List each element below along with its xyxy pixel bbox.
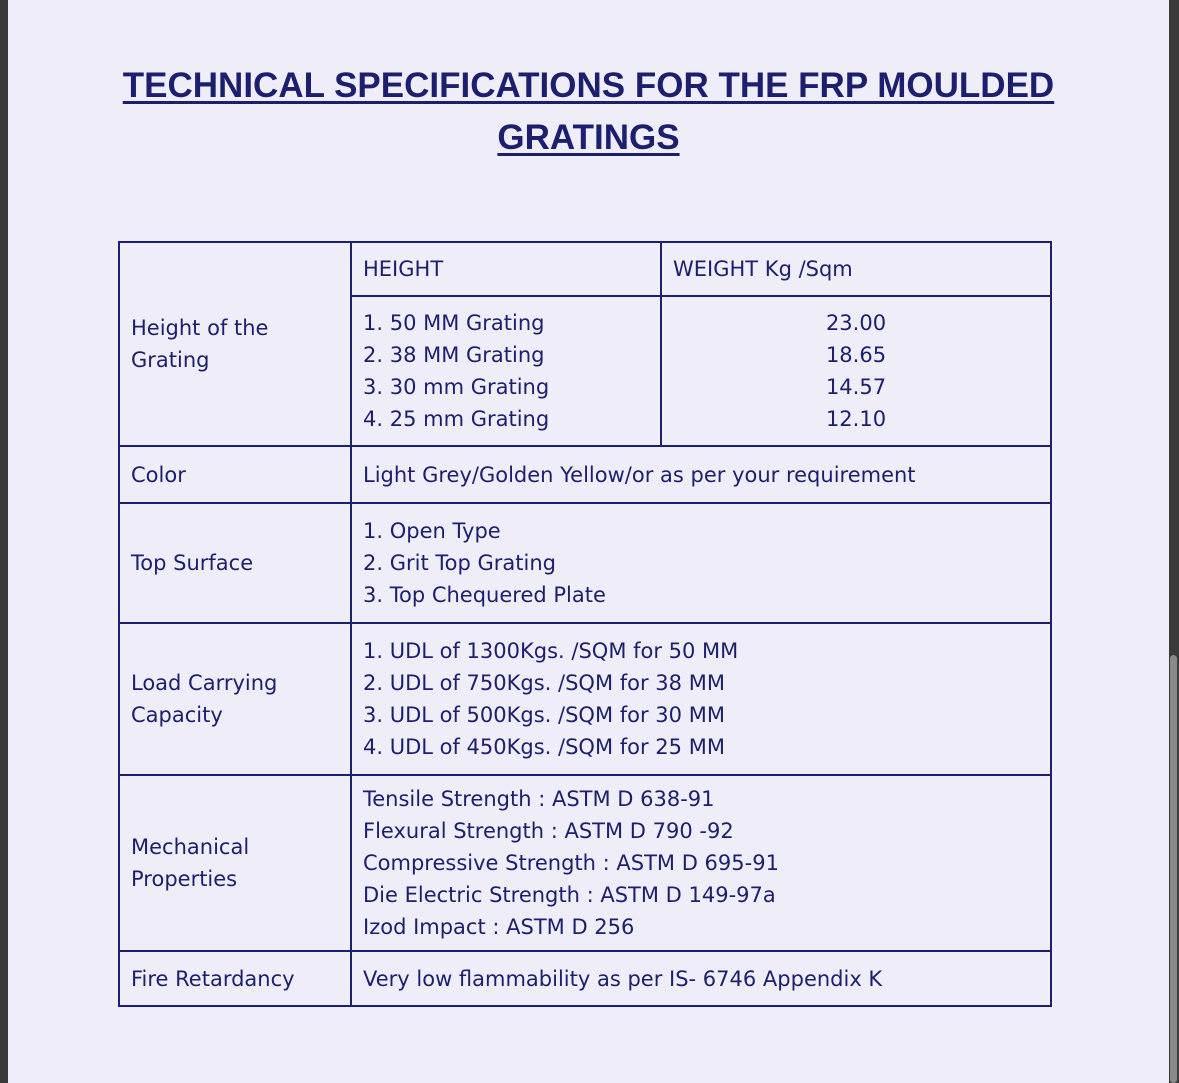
list-item: 2. 38 MM Grating <box>363 343 545 367</box>
list-item: 3. 30 mm Grating <box>363 375 550 399</box>
height-column-header: HEIGHT <box>351 242 661 296</box>
top-surface-label: Top Surface <box>119 503 351 623</box>
title-line-2: GRATINGS <box>497 118 680 157</box>
table-row <box>119 242 1051 296</box>
list-item: 2. Grit Top Grating <box>363 551 556 575</box>
weight-column-header: WEIGHT Kg /Sqm <box>661 242 1051 296</box>
table-row <box>119 503 1051 623</box>
mechanical-label-line-1: Mechanical <box>131 835 250 859</box>
height-values-cell <box>351 296 661 446</box>
scrollbar[interactable] <box>1169 0 1179 1083</box>
list-item: Die Electric Strength : ASTM D 149-97a <box>363 883 776 907</box>
fire-label: Fire Retardancy <box>119 951 351 1006</box>
weight-value: 23.00 <box>825 311 887 335</box>
list-item: Tensile Strength : ASTM D 638-91 <box>363 787 715 811</box>
list-item: 3. UDL of 500Kgs. /SQM for 30 MM <box>363 703 725 727</box>
table-row <box>119 446 1051 503</box>
list-item: 2. UDL of 750Kgs. /SQM for 38 MM <box>363 671 725 695</box>
top-surface-values <box>351 503 1051 623</box>
page-title <box>8 60 1169 164</box>
load-label-line-2: Capacity <box>131 703 223 727</box>
mechanical-label <box>119 775 351 951</box>
mechanical-label-line-2: Properties <box>131 867 238 891</box>
title-line-1: TECHNICAL SPECIFICATIONS FOR THE FRP MOULDED <box>122 66 1055 105</box>
list-item: Flexural Strength : ASTM D 790 -92 <box>363 819 734 843</box>
table-row <box>119 951 1051 1006</box>
table-row <box>119 623 1051 775</box>
list-item: 1. 50 MM Grating <box>363 311 545 335</box>
height-label: Height of the Grating <box>131 316 269 372</box>
document-page <box>8 0 1169 1083</box>
weight-value: 14.57 <box>825 375 887 399</box>
height-label-cell <box>119 242 351 446</box>
weight-value: 12.10 <box>825 407 887 431</box>
list-item: Compressive Strength : ASTM D 695-91 <box>363 851 779 875</box>
weight-value: 18.65 <box>825 343 887 367</box>
list-item: 4. 25 mm Grating <box>363 407 550 431</box>
list-item: 1. Open Type <box>363 519 501 543</box>
list-item: Izod Impact : ASTM D 256 <box>363 915 635 939</box>
scrollbar-thumb[interactable] <box>1170 655 1177 1083</box>
fire-value: Very low flammability as per IS- 6746 Appendix K <box>351 951 1051 1006</box>
list-item: 4. UDL of 450Kgs. /SQM for 25 MM <box>363 735 725 759</box>
load-values <box>351 623 1051 775</box>
color-value: Light Grey/Golden Yellow/or as per your requirement <box>351 446 1051 503</box>
list-item: 1. UDL of 1300Kgs. /SQM for 50 MM <box>363 639 739 663</box>
list-item: 3. Top Chequered Plate <box>363 583 606 607</box>
color-label: Color <box>119 446 351 503</box>
load-label <box>119 623 351 775</box>
table-row <box>119 775 1051 951</box>
mechanical-values <box>351 775 1051 951</box>
weight-values-cell <box>661 296 1051 446</box>
load-label-line-1: Load Carrying <box>131 671 278 695</box>
specifications-table <box>118 241 1052 1007</box>
